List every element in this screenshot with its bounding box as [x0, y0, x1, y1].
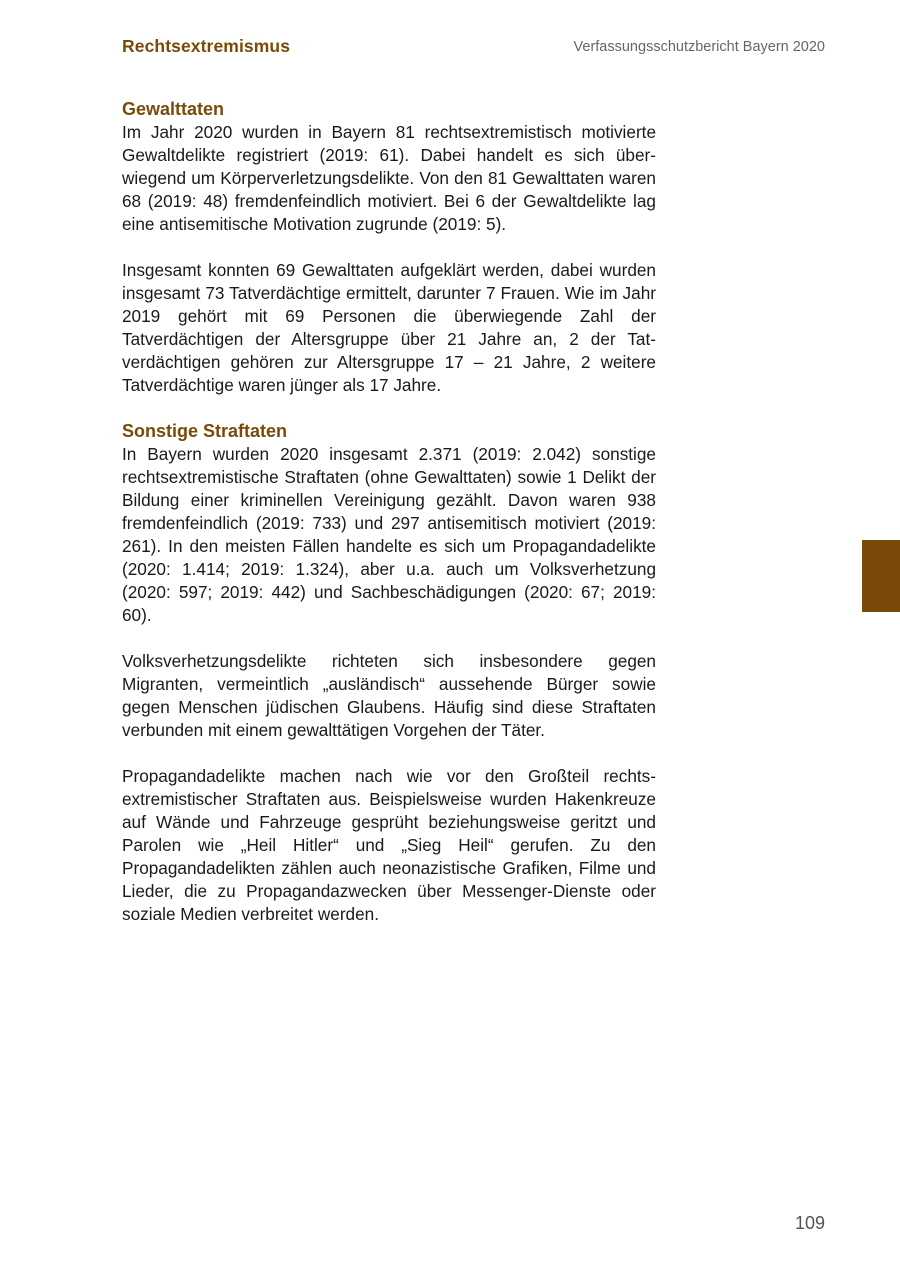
paragraph: Propagandadelikte machen nach wie vor den Großteil rechtsextremistischer Straftaten aus. Beispielsweise wurden Hakenkreuze auf Wände und Fahrzeuge gesprüht beziehungsweise geritzt und Parolen wie „Heil Hitler“ und „Sieg Heil“ gerufen. Zu den Propagandadelikten zählen auch neonazistische Grafiken, Filme und Lieder, die zu Propagandazwecken über Messenger-Dienste oder soziale Medien verbreitet werden.	[122, 766, 656, 924]
running-head-section: Rechtsextremismus	[122, 36, 291, 56]
running-head-publication: Verfassungsschutzbericht Bayern 2020	[573, 39, 825, 55]
paragraph: In Bayern wurden 2020 insgesamt 2.371 (2019: 2.042) sonstige rechtsextremistische Straftaten (ohne Gewalttaten) sowie 1 Delikt der Bildung einer kriminellen Vereinigung gezählt. Davon waren 938 fremdenfeindlich (2019: 733) und 297 antisemitisch motiviert (2019: 261). In den meisten Fällen handelte es sich um Propagandadelikte (2020: 1.414; 2019: 1.324), aber u.a. auch um Volksverhetzung (2020: 597; 2019: 442) und Sachbeschädigungen (2020: 67; 2019: 60).	[122, 444, 656, 625]
chapter-thumb-tab	[862, 540, 900, 612]
paragraph: Volksverhetzungsdelikte richteten sich insbesondere gegen Migranten, vermeintlich „ausländisch“ aussehende Bürger sowie gegen Menschen jüdischen Glaubens. Häufig sind diese Straftaten verbunden mit einem gewalttätigen Vorgehen der Täter.	[122, 651, 656, 740]
main-content	[122, 98, 656, 949]
section-heading-sonstige-straftaten: Sonstige Straftaten	[122, 421, 288, 441]
paragraph: Insgesamt konnten 69 Gewalttaten aufgeklärt werden, dabei wurden insgesamt 73 Tatverdächtige ermittelt, darunter 7 Frauen. Wie im Jahr 2019 gehört mit 69 Personen die überwiegende Zahl der Tatverdächtigen der Altersgruppe über 21 Jahre an, 2 der Tatverdächtigen gehören zur Altersgruppe 17 – 21 Jahre, 2 weitere Tatverdächtige waren jünger als 17 Jahre.	[122, 260, 656, 395]
page-number: 109	[794, 1213, 825, 1233]
paragraph: Im Jahr 2020 wurden in Bayern 81 rechtsextremistisch motivierte Gewaltdelikte registriert (2019: 61). Dabei handelt es sich überwiegend um Körperverletzungsdelikte. Von den 81 Gewalttaten waren 68 (2019: 48) fremdenfeindlich motiviert. Bei 6 der Gewaltdelikte lag eine antisemitische Motivation zugrunde (2019: 5).	[122, 122, 656, 234]
section-heading-gewalttaten: Gewalttaten	[122, 99, 225, 119]
